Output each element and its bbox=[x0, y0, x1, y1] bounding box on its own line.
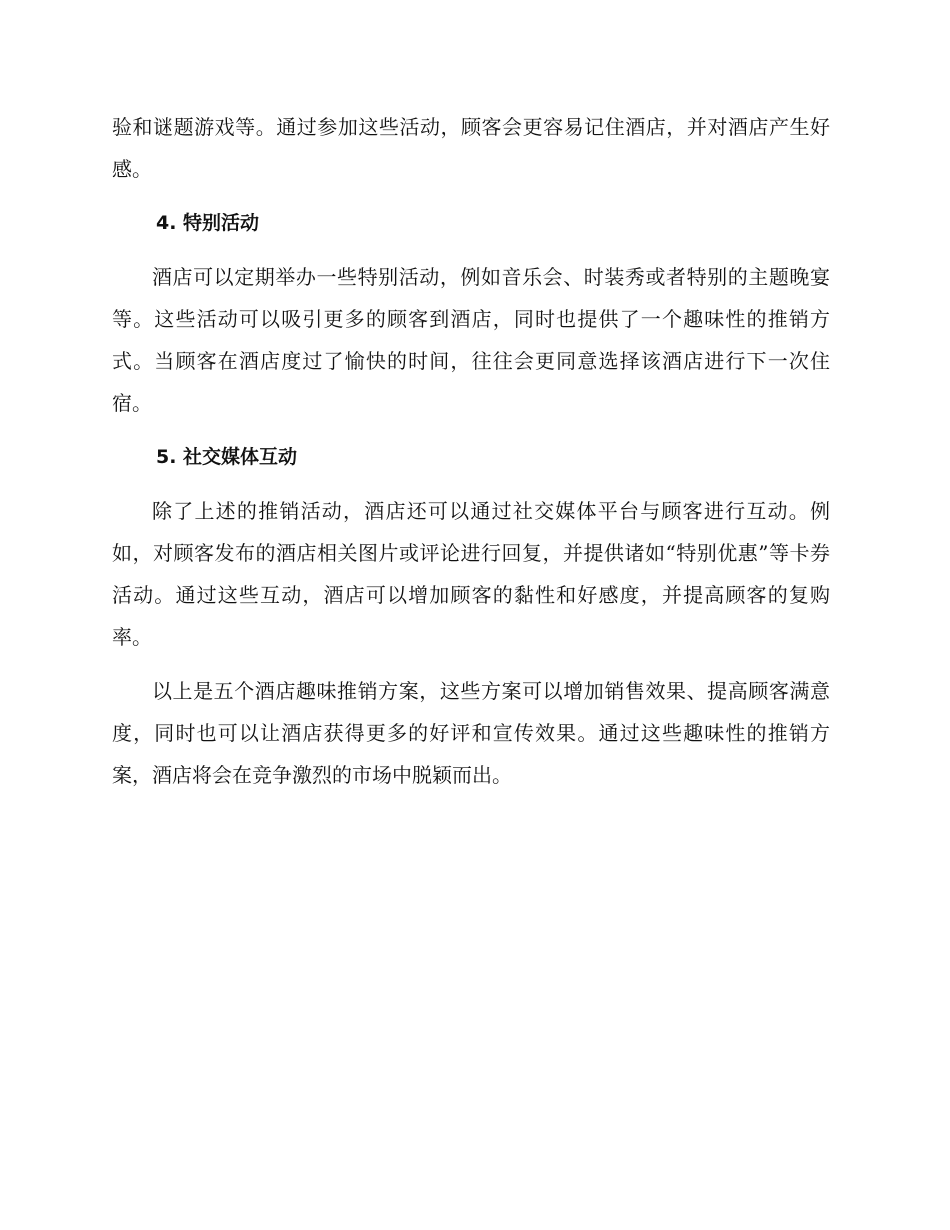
document-page bbox=[112, 106, 830, 796]
paragraph-continuation: 验和谜题游戏等。通过参加这些活动，顾客会更容易记住酒店，并对酒店产生好感。 bbox=[112, 115, 830, 181]
paragraph-special-events: 酒店可以定期举办一些特别活动，例如音乐会、时装秀或者特别的主题晚宴等。这些活动可以吸引更多的顾客到酒店，同时也提供了一个趣味性的推销方式。当顾客在酒店度过了愉快的时间，往往会更同意选择该酒店进行下一次住宿。 bbox=[112, 265, 830, 415]
section-heading-4: 4. 特别活动 bbox=[156, 212, 260, 234]
paragraph-conclusion: 以上是五个酒店趣味推销方案，这些方案可以增加销售效果、提高顾客满意度，同时也可以让酒店获得更多的好评和宣传效果。通过这些趣味性的推销方案，酒店将会在竞争激烈的市场中脱颖而出。 bbox=[112, 679, 830, 787]
section-heading-5: 5. 社交媒体互动 bbox=[156, 446, 298, 468]
paragraph-social-media: 除了上述的推销活动，酒店还可以通过社交媒体平台与顾客进行互动。例如，对顾客发布的酒店相关图片或评论进行回复，并提供诸如“特别优惠”等卡券活动。通过这些互动，酒店可以增加顾客的黏性和好感度，并提高顾客的复购率。 bbox=[112, 499, 830, 649]
